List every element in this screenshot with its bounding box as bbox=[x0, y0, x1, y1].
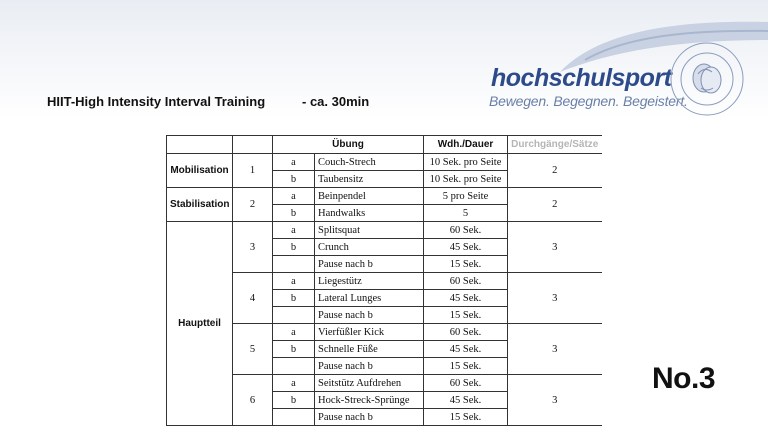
exercise-reps: 45 Sek. bbox=[424, 290, 508, 307]
block-number: 5 bbox=[233, 324, 273, 375]
step-label bbox=[273, 358, 315, 375]
step-label: b bbox=[273, 290, 315, 307]
table-row bbox=[167, 324, 602, 341]
exercise-name: Seitstütz Aufdrehen bbox=[315, 375, 424, 392]
block-number: 4 bbox=[233, 273, 273, 324]
exercise-reps: 60 Sek. bbox=[424, 324, 508, 341]
exercise-reps: 45 Sek. bbox=[424, 341, 508, 358]
header-number bbox=[233, 136, 273, 154]
header-exercise: Übung bbox=[273, 136, 424, 154]
table-row bbox=[167, 188, 602, 205]
block-sets: 3 bbox=[508, 273, 602, 324]
training-table bbox=[166, 135, 602, 426]
block-sets: 2 bbox=[508, 188, 602, 222]
exercise-name: Schnelle Füße bbox=[315, 341, 424, 358]
section-mobilisation: Mobilisation bbox=[167, 154, 233, 188]
exercise-name: Pause nach b bbox=[315, 409, 424, 426]
slide-number: No.3 bbox=[652, 362, 716, 395]
table-row bbox=[167, 273, 602, 290]
block-number: 6 bbox=[233, 375, 273, 426]
duration-label: - ca. 30min bbox=[302, 94, 370, 109]
block-sets: 3 bbox=[508, 375, 602, 426]
table-header-row bbox=[167, 136, 602, 154]
block-number: 1 bbox=[233, 154, 273, 188]
section-hauptteil: Hauptteil bbox=[167, 222, 233, 426]
exercise-reps: 5 pro Seite bbox=[424, 188, 508, 205]
block-number: 2 bbox=[233, 188, 273, 222]
exercise-name: Handwalks bbox=[315, 205, 424, 222]
exercise-reps: 60 Sek. bbox=[424, 273, 508, 290]
block-number: 3 bbox=[233, 222, 273, 273]
exercise-name: Vierfüßler Kick bbox=[315, 324, 424, 341]
exercise-name: Crunch bbox=[315, 239, 424, 256]
exercise-name: Taubensitz bbox=[315, 171, 424, 188]
header-sets: Durchgänge/Sätze bbox=[508, 136, 602, 154]
exercise-name: Pause nach b bbox=[315, 307, 424, 324]
exercise-reps: 5 bbox=[424, 205, 508, 222]
exercise-name: Couch-Strech bbox=[315, 154, 424, 171]
step-label: a bbox=[273, 375, 315, 392]
exercise-name: Liegestütz bbox=[315, 273, 424, 290]
block-sets: 3 bbox=[508, 222, 602, 273]
exercise-name: Pause nach b bbox=[315, 256, 424, 273]
exercise-reps: 15 Sek. bbox=[424, 358, 508, 375]
exercise-name: Pause nach b bbox=[315, 358, 424, 375]
step-label: b bbox=[273, 341, 315, 358]
block-sets: 3 bbox=[508, 324, 602, 375]
step-label bbox=[273, 256, 315, 273]
exercise-name: Splitsquat bbox=[315, 222, 424, 239]
page-title: HIIT-High Intensity Interval Training bbox=[47, 94, 266, 109]
exercise-name: Lateral Lunges bbox=[315, 290, 424, 307]
header-reps: Wdh./Dauer bbox=[424, 136, 508, 154]
step-label bbox=[273, 307, 315, 324]
exercise-reps: 60 Sek. bbox=[424, 375, 508, 392]
exercise-reps: 15 Sek. bbox=[424, 307, 508, 324]
university-seal-icon bbox=[668, 40, 746, 118]
step-label: b bbox=[273, 392, 315, 409]
step-label: b bbox=[273, 205, 315, 222]
step-label: a bbox=[273, 154, 315, 171]
step-label: a bbox=[273, 324, 315, 341]
exercise-reps: 45 Sek. bbox=[424, 392, 508, 409]
exercise-name: Hock-Streck-Sprünge bbox=[315, 392, 424, 409]
exercise-reps: 10 Sek. pro Seite bbox=[424, 154, 508, 171]
step-label: b bbox=[273, 171, 315, 188]
section-stabilisation: Stabilisation bbox=[167, 188, 233, 222]
table-row bbox=[167, 222, 602, 239]
step-label: a bbox=[273, 273, 315, 290]
step-label: b bbox=[273, 239, 315, 256]
exercise-reps: 60 Sek. bbox=[424, 222, 508, 239]
exercise-name: Beinpendel bbox=[315, 188, 424, 205]
table-row bbox=[167, 375, 602, 392]
exercise-reps: 15 Sek. bbox=[424, 256, 508, 273]
table-row bbox=[167, 154, 602, 171]
exercise-reps: 10 Sek. pro Seite bbox=[424, 171, 508, 188]
logo-tagline: Bewegen. Begegnen. Begeistert. bbox=[489, 93, 688, 109]
block-sets: 2 bbox=[508, 154, 602, 188]
step-label: a bbox=[273, 188, 315, 205]
exercise-reps: 45 Sek. bbox=[424, 239, 508, 256]
exercise-reps: 15 Sek. bbox=[424, 409, 508, 426]
step-label: a bbox=[273, 222, 315, 239]
step-label bbox=[273, 409, 315, 426]
header-section bbox=[167, 136, 233, 154]
hochschulsport-logo: hochschulsport bbox=[491, 64, 672, 92]
